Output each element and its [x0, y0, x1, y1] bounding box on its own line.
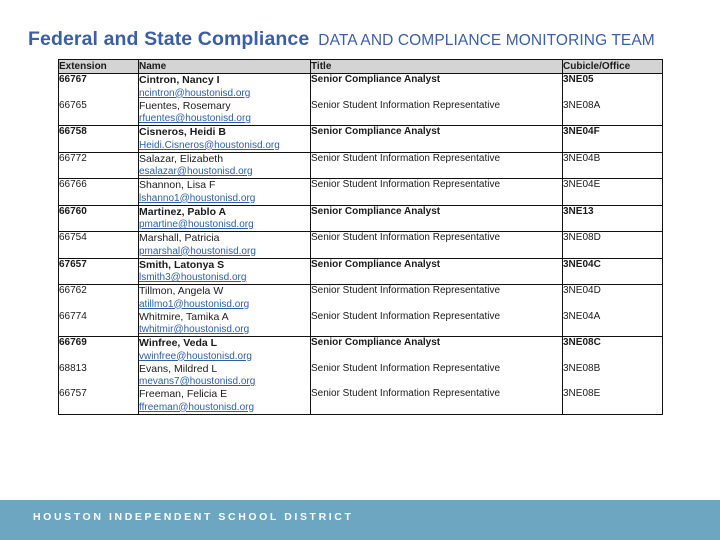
table-row [59, 388, 663, 414]
column-header-name: Name [139, 60, 311, 74]
table-row [59, 285, 663, 311]
table-row [59, 311, 663, 337]
cell-name [139, 74, 311, 100]
cell-extension: 66774 [59, 311, 139, 337]
cell-cubicle: 3NE04E [563, 179, 663, 206]
email-link[interactable]: atillmo1@houstonisd.org [139, 298, 250, 310]
cell-job-title: Senior Student Information Representative [311, 363, 563, 389]
cell-job-title: Senior Student Information Representative [311, 285, 563, 311]
email-link[interactable]: ncintron@houstonisd.org [139, 87, 251, 99]
email-link[interactable]: rfuentes@houstonisd.org [139, 113, 251, 124]
table-row [59, 152, 663, 179]
person-name: Winfree, Veda L [139, 337, 218, 349]
cell-job-title: Senior Student Information Representative [311, 232, 563, 259]
person-name: Marshall, Patricia [139, 232, 220, 244]
table-header [59, 60, 663, 74]
person-name: Martinez, Pablo A [139, 205, 227, 218]
cell-extension: 66762 [59, 285, 139, 311]
cell-job-title: Senior Student Information Representative [311, 152, 563, 179]
cell-extension: 66772 [59, 152, 139, 179]
cell-name [139, 258, 311, 285]
cell-job-title: Senior Student Information Representative [311, 311, 563, 337]
table-row [59, 258, 663, 285]
cell-name [139, 100, 311, 126]
staff-roster-table-wrapper [58, 59, 662, 415]
cell-cubicle: 3NE13 [563, 205, 663, 232]
email-link[interactable]: pmartine@houstonisd.org [139, 219, 254, 230]
table-row [59, 363, 663, 389]
cell-name [139, 205, 311, 232]
person-name: Cintron, Nancy I [139, 74, 220, 86]
person-name: Whitmire, Tamika A [139, 310, 229, 323]
footer-district-name: HOUSTON INDEPENDENT SCHOOL DISTRICT [33, 511, 354, 523]
column-header-extension: Extension [59, 60, 139, 74]
cell-extension: 66766 [59, 179, 139, 206]
table-body [59, 74, 663, 415]
cell-extension: 66754 [59, 232, 139, 259]
person-name: Salazar, Elizabeth [139, 152, 224, 165]
email-link[interactable]: vwinfree@houstonisd.org [139, 350, 252, 362]
cell-name [139, 126, 311, 153]
staff-roster-table [58, 59, 663, 415]
person-name: Fuentes, Rosemary [139, 99, 231, 112]
email-link[interactable]: lsmith3@houstonisd.org [139, 272, 247, 283]
cell-job-title: Senior Compliance Analyst [311, 337, 563, 363]
cell-extension: 68813 [59, 363, 139, 389]
cell-name [139, 179, 311, 206]
cell-job-title: Senior Student Information Representative [311, 100, 563, 126]
cell-job-title: Senior Compliance Analyst [311, 258, 563, 285]
person-name: Freeman, Felicia E [139, 388, 228, 400]
cell-cubicle: 3NE04C [563, 258, 663, 285]
cell-extension: 66760 [59, 205, 139, 232]
cell-job-title: Senior Compliance Analyst [311, 126, 563, 153]
email-link[interactable]: esalazar@houstonisd.org [139, 166, 253, 177]
cell-cubicle: 3NE08C [563, 337, 663, 363]
person-name: Cisneros, Heidi B [139, 126, 226, 138]
email-link[interactable]: Heidi.Cisneros@houstonisd.org [139, 139, 280, 151]
cell-extension: 66757 [59, 388, 139, 414]
cell-name [139, 363, 311, 389]
cell-cubicle: 3NE04B [563, 152, 663, 179]
table-row [59, 100, 663, 126]
cell-cubicle: 3NE05 [563, 74, 663, 100]
cell-extension: 67657 [59, 258, 139, 285]
table-row [59, 232, 663, 259]
cell-name [139, 285, 311, 311]
email-link[interactable]: pmarshal@houstonisd.org [139, 245, 256, 257]
cell-name [139, 152, 311, 179]
email-link[interactable]: mevans7@houstonisd.org [139, 376, 256, 387]
column-header-title: Title [311, 60, 563, 74]
page-subtitle: DATA AND COMPLIANCE MONITORING TEAM [318, 32, 655, 49]
cell-cubicle: 3NE08B [563, 363, 663, 389]
cell-name [139, 388, 311, 414]
person-name: Smith, Latonya S [139, 258, 225, 271]
cell-name [139, 311, 311, 337]
cell-name [139, 232, 311, 259]
person-name: Shannon, Lisa F [139, 179, 216, 191]
person-name: Tillmon, Angela W [139, 285, 224, 297]
cell-extension: 66765 [59, 100, 139, 126]
cell-extension: 66758 [59, 126, 139, 153]
table-row [59, 74, 663, 100]
table-row [59, 126, 663, 153]
cell-job-title: Senior Compliance Analyst [311, 205, 563, 232]
email-link[interactable]: ffreeman@houstonisd.org [139, 401, 255, 413]
slide-heading [28, 28, 698, 54]
table-row [59, 337, 663, 363]
email-link[interactable]: twhitmir@houstonisd.org [139, 324, 250, 335]
column-header-cubicle: Cubicle/Office [563, 60, 663, 74]
table-header-row [59, 60, 663, 74]
cell-cubicle: 3NE04F [563, 126, 663, 153]
cell-job-title: Senior Student Information Representative [311, 179, 563, 206]
cell-job-title: Senior Student Information Representative [311, 388, 563, 414]
page-title: Federal and State Compliance [28, 28, 310, 50]
cell-cubicle: 3NE08E [563, 388, 663, 414]
person-name: Evans, Mildred L [139, 362, 218, 375]
cell-name [139, 337, 311, 363]
cell-cubicle: 3NE04A [563, 311, 663, 337]
cell-cubicle: 3NE08D [563, 232, 663, 259]
cell-extension: 66769 [59, 337, 139, 363]
cell-cubicle: 3NE08A [563, 100, 663, 126]
cell-job-title: Senior Compliance Analyst [311, 74, 563, 100]
table-row [59, 179, 663, 206]
email-link[interactable]: lshanno1@houstonisd.org [139, 192, 256, 204]
table-row [59, 205, 663, 232]
cell-cubicle: 3NE04D [563, 285, 663, 311]
cell-extension: 66767 [59, 74, 139, 100]
